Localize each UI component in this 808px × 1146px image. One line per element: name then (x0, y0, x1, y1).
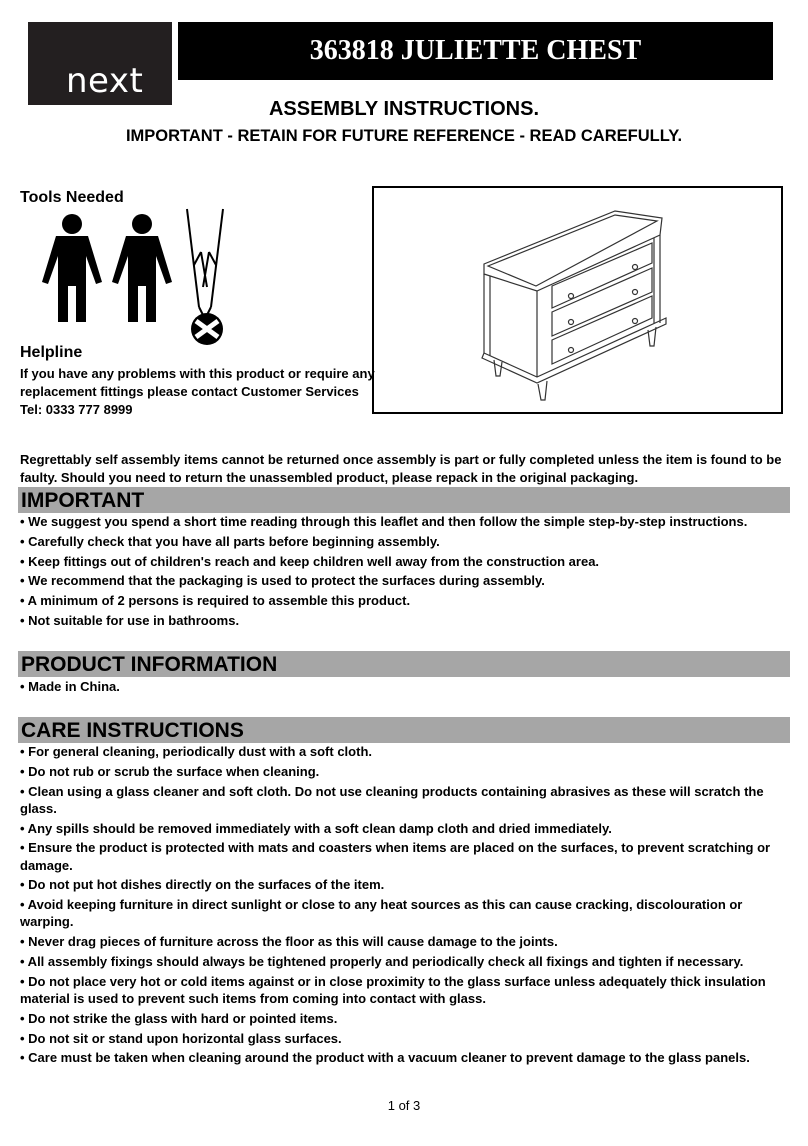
care-instructions-list (20, 743, 790, 1069)
list-item: • Do not put hot dishes directly on the surfaces of the item. (20, 877, 385, 893)
product-information-list (20, 678, 790, 698)
list-item: • Clean using a glass cleaner and soft cloth. Do not use cleaning products containing abrasives as these will scratch the glass. (20, 783, 764, 816)
next-logo (28, 22, 172, 105)
person-icon (112, 214, 172, 322)
list-item: • A minimum of 2 persons is required to assemble this product. (20, 593, 411, 609)
logo-text: next (66, 61, 144, 101)
list-item: • Avoid keeping furniture in direct sunlight or close to any heat sources as this can cause cracking, discolouration or warping. (20, 897, 743, 930)
chest-illustration (374, 188, 781, 412)
important-section-header: IMPORTANT (18, 487, 790, 513)
list-item: • We recommend that the packaging is used to protect the surfaces during assembly. (20, 573, 545, 589)
no-power-tool-icon (184, 312, 230, 346)
person-icon (42, 214, 102, 322)
page-number: 1 of 3 (387, 1098, 421, 1113)
returns-notice: Regrettably self assembly items cannot be returned once assembly is part or fully completed unless the item is found to be faulty. Should you need to return the unassembled product, please repack in the original packaging. (20, 452, 782, 485)
product-title: 363818 JULIETTE CHEST (178, 22, 773, 80)
list-item: • Do not sit or stand upon horizontal glass surfaces. (20, 1030, 342, 1046)
list-item: • Made in China. (20, 679, 120, 694)
list-item: • Keep fittings out of children's reach and keep children well away from the construction area. (20, 553, 600, 569)
list-item: • Carefully check that you have all parts before beginning assembly. (20, 533, 440, 549)
important-list (20, 513, 790, 632)
list-item: • Do not place very hot or cold items against or in close proximity to the glass surface unless adequately thick insulation material is used to prevent such items from coming into contact with glass. (20, 973, 766, 1006)
list-item: • All assembly fixings should always be tightened properly and periodically check all fixings and tighten if necessary. (20, 953, 744, 969)
list-item: • We suggest you spend a short time reading through this leaflet and then follow the simple step-by-step instructions. (20, 514, 748, 529)
tools-needed-label: Tools Needed (20, 189, 124, 206)
main-heading: ASSEMBLY INSTRUCTIONS. (268, 98, 540, 120)
list-item: • Do not strike the glass with hard or pointed items. (20, 1010, 338, 1026)
product-image-frame (372, 186, 783, 414)
product-information-section-header: PRODUCT INFORMATION (18, 651, 790, 677)
helpline-label: Helpline (20, 344, 83, 361)
list-item: • Never drag pieces of furniture across the floor as this will cause damage to the joints. (20, 934, 558, 950)
two-persons-icon (36, 214, 176, 326)
list-item: • Not suitable for use in bathrooms. (20, 612, 240, 628)
helpline-text: If you have any problems with this product or require any replacement fittings please contact Customer Services Tel: 0333 777 8999 (20, 366, 375, 417)
list-item: • Do not rub or scrub the surface when cleaning. (20, 763, 320, 779)
list-item: • Ensure the product is protected with mats and coasters when items are placed on the surfaces, to prevent scratching or damage. (20, 840, 771, 873)
sub-heading: IMPORTANT - RETAIN FOR FUTURE REFERENCE - READ CAREFULLY. (125, 127, 683, 145)
list-item: • Any spills should be removed immediately with a soft clean damp cloth and dried immediately. (20, 820, 612, 836)
list-item: • Care must be taken when cleaning around the product with a vacuum cleaner to prevent damage to the glass panels. (20, 1050, 750, 1066)
care-instructions-section-header: CARE INSTRUCTIONS (18, 717, 790, 743)
list-item: • For general cleaning, periodically dust with a soft cloth. (20, 744, 372, 759)
